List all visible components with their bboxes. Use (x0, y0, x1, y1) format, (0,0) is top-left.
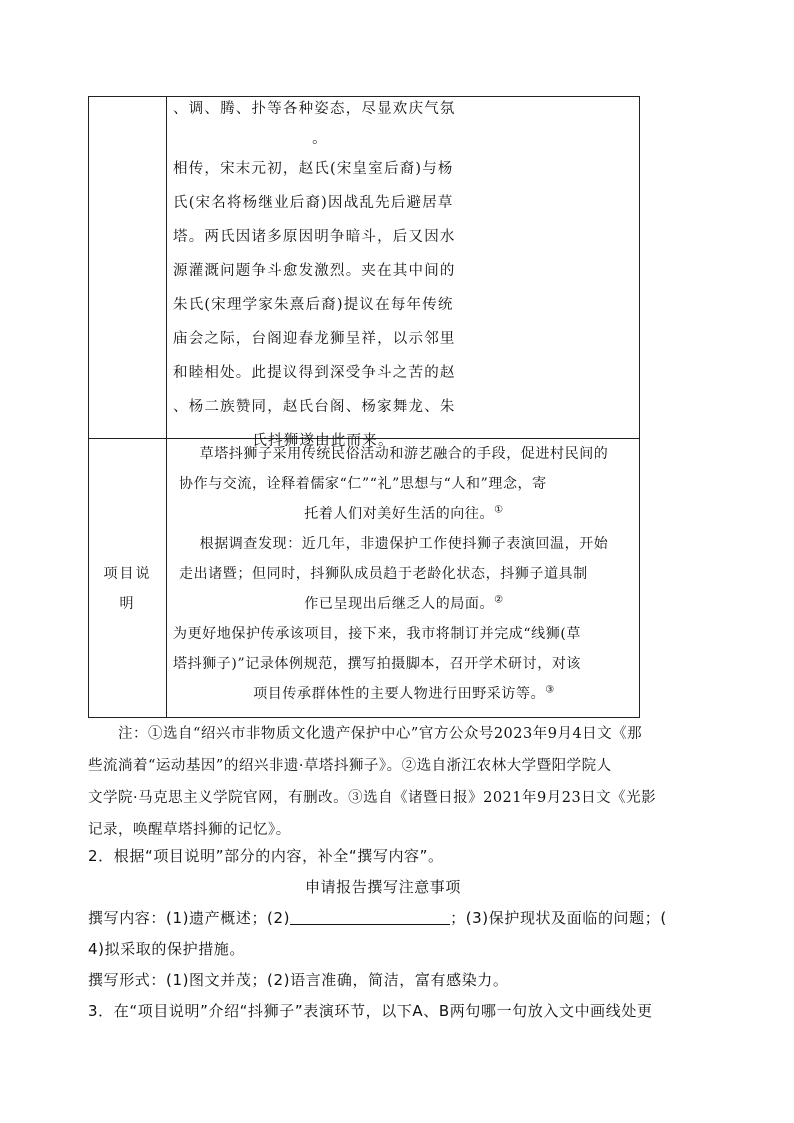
history-line: 、调、腾、扑等各种姿态，尽显欢庆气氛 (173, 101, 456, 117)
desc-line: 走出诸暨；但同时，抖狮队成员趋于老龄化状态，抖狮子道具制 (179, 566, 588, 582)
history-line: 和睦相处。此提议得到深受争斗之苦的赵 (173, 365, 456, 381)
note-line: 记录，唤醒草塔抖狮的记忆》。 (88, 822, 291, 838)
desc-line (173, 589, 635, 619)
history-line: 朱氏(宋理学家朱熹后裔)提议在每年传统 (173, 297, 454, 313)
desc-line: 根据调查发现：近几年，非遗保护工作使抖狮子表演回温，开始 (199, 536, 609, 552)
desc-line: 协作与交流，诠释着儒家“仁”“礼”思想与“人和”理念，寄 (179, 476, 547, 492)
desc-line (173, 499, 635, 529)
desc-text: 作已呈现出后继乏人的局面。 (304, 596, 495, 612)
history-cell (173, 92, 473, 458)
question-3 (88, 996, 718, 1027)
note-line: 些流淌着“运动基因”的绍兴非遗·草塔抖狮子》。②选自浙江农林大学暨阳学院人 (88, 758, 612, 774)
question-2 (88, 841, 718, 996)
history-line: 氏抖狮遂由此而来。 (252, 433, 394, 449)
content-line: 4)拟采取的保护措施。 (88, 940, 245, 958)
content-text: ；(3)保护现状及面临的问题；( (450, 909, 667, 927)
history-line: 相传，宋末元初，赵氏(宋皇室后裔)与杨 (173, 161, 454, 177)
project-description-cell (173, 439, 635, 709)
note-line: 文学院·马克思主义学院官网，有删改。③选自《诸暨日报》2021年9月23日文《光影 (88, 790, 657, 806)
content-line (88, 903, 718, 934)
desc-text: 托着人们对美好生活的向往。 (304, 506, 495, 522)
project-table (88, 96, 640, 718)
project-description-label (89, 559, 166, 619)
source-note (88, 718, 708, 846)
label-line: 明 (119, 596, 136, 612)
history-line: 。 (312, 131, 328, 147)
footnote-mark: ② (494, 594, 504, 606)
desc-line (173, 679, 635, 709)
history-line: 庙会之际，台阁迎春龙狮呈祥，以示邻里 (173, 331, 456, 347)
history-line: 源灌溉问题争斗愈发激烈。夹在其中间的 (173, 263, 456, 279)
desc-line: 为更好地保护传承该项目，接下来，我市将制订并完成“线狮(草 (173, 626, 582, 642)
content-text: 撰写内容：(1)遗产概述；(2) (88, 909, 291, 927)
label-line: 项目说 (103, 566, 152, 582)
history-line: 氏(宋名将杨继业后裔)因战乱先后避居草 (173, 195, 454, 211)
table-column-divider (166, 97, 167, 717)
footnote-mark: ③ (545, 684, 555, 696)
desc-text: 项目传承群体性的主要人物进行田野采访等。 (253, 686, 546, 702)
form-line: 撰写形式：(1)图文并茂；(2)语言准确，简洁，富有感染力。 (88, 971, 509, 989)
question-3-text: 3．在“项目说明”介绍“抖狮子”表演环节，以下A、B两句哪一句放入文中画线处更 (88, 1002, 653, 1020)
note-line: 注：①选自“绍兴市非物质文化遗产保护中心”官方公众号2023年9月4日文《那 (118, 726, 643, 742)
desc-line: 草塔抖狮子采用传统民俗活动和游艺融合的手段，促进村民间的 (199, 446, 609, 462)
answer-blank[interactable] (290, 906, 450, 925)
history-line: 、杨二族赞同，赵氏台阁、杨家舞龙、朱 (173, 399, 456, 415)
question-2-text: 2．根据“项目说明”部分的内容，补全“撰写内容”。 (88, 847, 444, 865)
history-line: 塔。两氏因诸多原因明争暗斗，后又因水 (173, 229, 456, 245)
footnote-mark: ① (494, 504, 504, 516)
notice-heading: 申请报告撰写注意事项 (304, 878, 461, 896)
desc-line: 塔抖狮子)”记录体例规范，撰写拍摄脚本，召开学术研讨，对该 (173, 656, 582, 672)
